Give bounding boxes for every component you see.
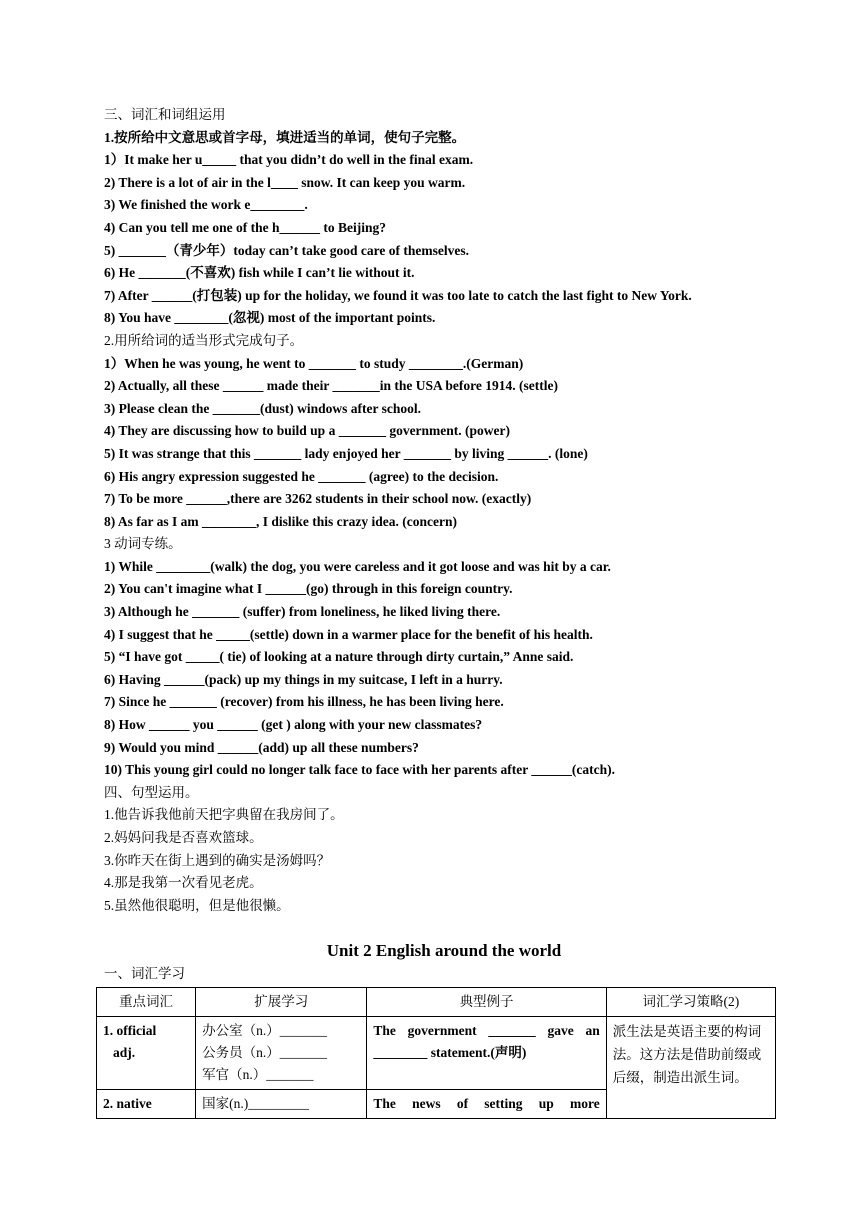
list-item: 3) We finished the work e________. <box>104 197 308 213</box>
table-cell-example: The news of setting up more <box>367 1089 606 1118</box>
table-header: 扩展学习 <box>196 987 367 1016</box>
list-item: 1) While ________(walk) the dog, you were careless and it got loose and was hit by a car. <box>104 558 611 574</box>
unit-title: Unit 2 English around the world <box>326 941 562 961</box>
section3-heading: 三、词汇和词组运用 <box>104 107 226 122</box>
list-item: 6) He _______(不喜欢) fish while I can’t lie without it. <box>104 265 415 281</box>
list-item: 8) How ______ you ______ (get ) along with your new classmates? <box>104 717 483 733</box>
section4-heading: 四、句型运用。 <box>104 784 199 800</box>
table-cell-example <box>367 1016 606 1089</box>
table-header: 典型例子 <box>367 987 606 1016</box>
list-item: 7) To be more ______,there are 3262 students in their school now. (exactly) <box>104 491 532 507</box>
part1-list <box>104 149 784 330</box>
list-item: 2) You can't imagine what I ______(go) through in this foreign country. <box>104 581 513 597</box>
list-item: 3.你昨天在街上遇到的确实是汤姆吗？ <box>104 852 331 868</box>
part2-list <box>104 353 784 534</box>
list-item: 4) I suggest that he _____(settle) down in a warmer place for the benefit of his health. <box>104 626 593 642</box>
part2-title: 2.用所给词的适当形式完成句子。 <box>104 332 304 348</box>
table-header: 重点词汇 <box>97 987 196 1016</box>
list-item: 5) It was strange that this _______ lady enjoyed her _______ by living ______. (lone) <box>104 445 588 461</box>
table-cell-expand: 国家(n.)_________ <box>196 1089 367 1118</box>
part3-list <box>104 556 784 782</box>
table-cell-strategy: 派生法是英语主要的构词法。这方法是借助前缀或后缀，制造出派生词。 <box>606 1016 775 1118</box>
table-row <box>97 1016 776 1089</box>
list-item: 8) You have ________(忽视) most of the important points. <box>104 310 436 326</box>
list-item: 5) _______（青少年）today can’t take good care of themselves. <box>104 242 469 258</box>
word-pos: adj. <box>113 1044 136 1060</box>
list-item: 1）When he was young, he went to _______ to study ________.(German) <box>104 355 524 371</box>
list-item: 2) Actually, all these ______ made their _______in the USA before 1914. (settle) <box>104 378 558 394</box>
list-item: 3) Although he _______ (suffer) from loneliness, he liked living there. <box>104 604 501 620</box>
list-item: 10) This young girl could no longer talk face to face with her parents after ______(catch). <box>104 762 615 778</box>
list-item: 5.虽然他很聪明，但是他很懒。 <box>104 897 290 913</box>
document-page <box>104 104 784 1119</box>
word-text: 1. official <box>103 1022 157 1038</box>
expand-item: 办公室（n.）_______ <box>202 1022 328 1038</box>
list-item: 6) His angry expression suggested he _______ (agree) to the decision. <box>104 468 499 484</box>
list-item: 4) They are discussing how to build up a _______ government. (power) <box>104 423 511 439</box>
table-header: 词汇学习策略(2) <box>606 987 775 1016</box>
list-item: 7) After ______(打包装) up for the holiday, we found it was too late to catch the last fight to New York. <box>104 287 692 303</box>
list-item: 1）It make her u_____ that you didn’t do well in the final exam. <box>104 152 474 168</box>
table-header-row <box>97 987 776 1016</box>
vocab-subheading: 一、词汇学习 <box>104 966 185 982</box>
list-item: 8) As far as I am ________, I dislike this crazy idea. (concern) <box>104 513 457 529</box>
table-cell-word <box>97 1016 196 1089</box>
part1-title: 1.按所给中文意思或首字母，填进适当的单词，使句子完整。 <box>104 129 466 145</box>
table-cell-word: 2. native <box>97 1089 196 1118</box>
list-item: 2) There is a lot of air in the l____ snow. It can keep you warm. <box>104 174 466 190</box>
part3-title: 3 动词专练。 <box>104 536 182 552</box>
vocab-table <box>96 987 776 1119</box>
example-line: ________ statement.(声明) <box>373 1044 527 1060</box>
list-item: 5) “I have got _____( tie) of looking at a nature through dirty curtain,” Anne said. <box>104 649 574 665</box>
expand-item: 军官（n.）_______ <box>202 1066 314 1082</box>
section4-list <box>104 804 784 917</box>
list-item: 1.他告诉我他前天把字典留在我房间了。 <box>104 807 344 823</box>
example-line: The government _______ gave an <box>373 1022 600 1038</box>
list-item: 4) Can you tell me one of the h______ to Beijing? <box>104 219 386 235</box>
expand-item: 公务员（n.）_______ <box>202 1044 328 1060</box>
table-cell-expand <box>196 1016 367 1089</box>
list-item: 6) Having ______(pack) up my things in my suitcase, I left in a hurry. <box>104 671 503 687</box>
list-item: 4.那是我第一次看见老虎。 <box>104 875 263 891</box>
list-item: 3) Please clean the _______(dust) windows after school. <box>104 400 421 416</box>
list-item: 7) Since he _______ (recover) from his illness, he has been living here. <box>104 694 504 710</box>
list-item: 2.妈妈问我是否喜欢篮球。 <box>104 830 263 845</box>
list-item: 9) Would you mind ______(add) up all these numbers? <box>104 739 419 755</box>
